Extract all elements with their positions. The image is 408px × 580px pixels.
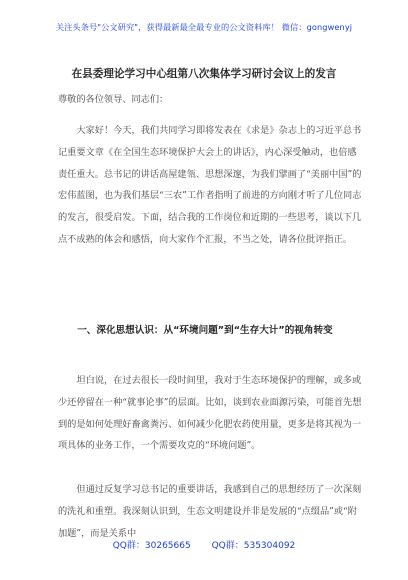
paragraph-opening: 大家好！今天，我们共同学习即将发表在《求是》杂志上的习近平总书记重要文章《在全国生态环境保护大会上的讲话》，内心深受触动，也倍感责任重大。总书记的讲话高屋建瓴、思想深邃，为我们擘画了“美丽中国”的宏伟蓝图，也为我们基层“三农”工作者指明了前进的方向刚才听了几位同志的发言，很受启发。下面，结合我的工作岗位和近期的一些思考，谈以下几点不成熟的体会和感悟，向大家作个汇报，不当之处，请各位批评指正。: [58, 125, 362, 245]
paragraph-section1-b: 但通过反复学习总书记的重要讲话，我感到自己的思想经历了一次深刻的洗礼和重塑。我深刻认识到，生态文明建设并非是发展的“点缀品”或“附加题”，而是关系中: [58, 484, 362, 539]
paragraph-section1-a: 坦白说，在过去很长一段时间里，我对于生态环境保护的理解，或多或少还停留在一种“就事论事”的层面。比如，谈到农业面源污染，可能首先想到的是如何处理好畜禽粪污、如何减少化肥农药使用量，更多是将其视为一项具体的业务工作，一个需要攻克的“环境问题”。: [58, 375, 362, 452]
salutation: 尊敬的各位领导、同志们：: [58, 94, 169, 105]
footer-qq-groups: [0, 538, 408, 551]
footer-qq-group-1: QQ群：30265665: [112, 541, 191, 551]
footer-qq-group-2: QQ群：535304092: [211, 541, 296, 551]
document-title: 在县委理论学习中心组第八次集体学习研讨会议上的发言: [71, 68, 337, 80]
section-heading-1: 一、深化思想认识：从“环境问题”到“生存大计”的视角转变: [77, 325, 333, 336]
header-promo-note: 关注头条号"公文研究"，获得最新最全最专业的公文资料库！ 微信：gongwenyj: [55, 22, 353, 32]
